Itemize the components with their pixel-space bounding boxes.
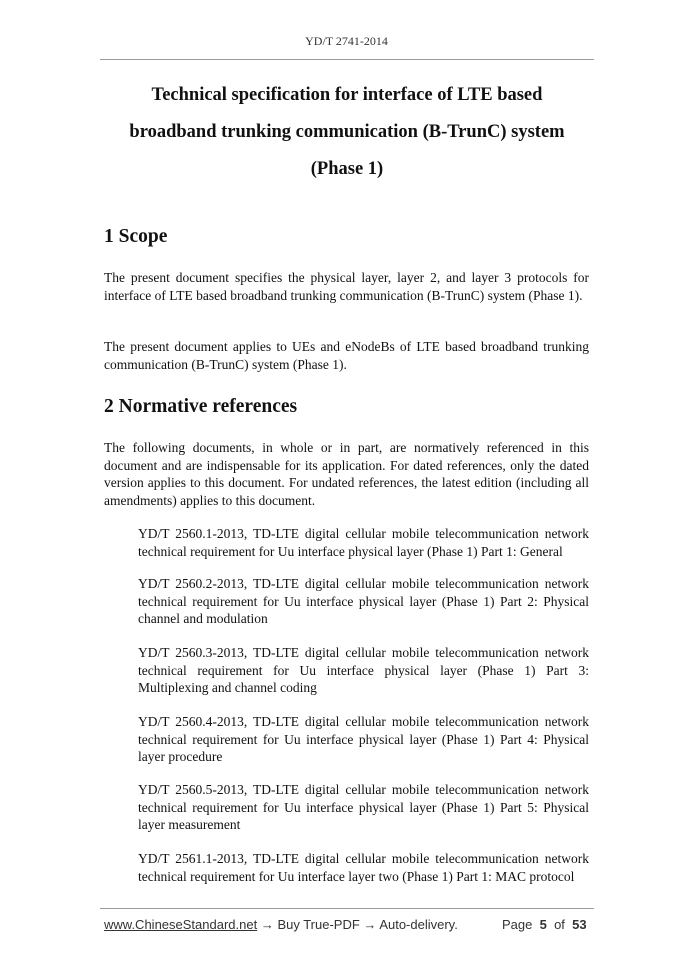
- running-header: YD/T 2741-2014: [305, 34, 388, 48]
- reference-item: YD/T 2560.1-2013, TD-LTE digital cellular mobile telecommunication network technical requirement for Uu interface physical layer (Phase 1) Part 1: General: [138, 526, 589, 559]
- document-title: [100, 77, 594, 188]
- reference-item: YD/T 2560.5-2013, TD-LTE digital cellular mobile telecommunication network technical requirement for Uu interface physical layer (Phase 1) Part 5: Physical layer measurement: [138, 782, 589, 832]
- buy-text: Buy True-PDF: [277, 917, 360, 932]
- page-word: Page: [502, 917, 533, 932]
- current-page-number: 5: [539, 917, 547, 932]
- header-divider: [100, 59, 594, 60]
- title-line-1: Technical specification for interface of LTE based: [151, 85, 543, 105]
- reference-item: YD/T 2560.2-2013, TD-LTE digital cellular mobile telecommunication network technical requirement for Uu interface physical layer (Phase 1) Part 2: Physical channel and modulation: [138, 576, 589, 626]
- reference-item: YD/T 2560.3-2013, TD-LTE digital cellular mobile telecommunication network technical requirement for Uu interface physical layer (Phase 1) Part 3: Multiplexing and channel coding: [138, 645, 589, 695]
- footer-promo: [104, 917, 458, 932]
- reference-item: YD/T 2560.4-2013, TD-LTE digital cellular mobile telecommunication network technical requirement for Uu interface physical layer (Phase 1) Part 4: Physical layer procedure: [138, 714, 589, 764]
- section-heading-normative-references: 2 Normative references: [104, 396, 298, 417]
- arrow-1: →: [257, 917, 278, 932]
- of-word: of: [554, 917, 565, 932]
- footer-divider: [100, 908, 594, 909]
- title-line-2: broadband trunking communication (B-TrunC) system: [129, 122, 565, 142]
- scope-paragraph-2: The present document applies to UEs and eNodeBs of LTE based broadband trunking communication (B-TrunC) system (Phase 1).: [104, 339, 589, 372]
- total-pages: 53: [572, 917, 587, 932]
- title-line-3: (Phase 1): [310, 159, 384, 179]
- scope-paragraph-1: The present document specifies the physical layer, layer 2, and layer 3 protocols for interface of LTE based broadband trunking communication (B-TrunC) system (Phase 1).: [104, 270, 589, 303]
- section-heading-scope: 1 Scope: [104, 226, 168, 247]
- arrow-2: →: [359, 917, 380, 932]
- delivery-text: Auto-delivery.: [379, 917, 458, 932]
- site-link[interactable]: www.ChineseStandard.net: [104, 917, 258, 932]
- page-indicator: [502, 917, 587, 932]
- normative-intro-paragraph: The following documents, in whole or in part, are normatively referenced in this document and are indispensable for its application. For dated references, only the dated version applies to this document. For undated references, the latest edition (including all amendments) applies to this document.: [104, 440, 589, 508]
- reference-item: YD/T 2561.1-2013, TD-LTE digital cellular mobile telecommunication network technical requirement for Uu interface layer two (Phase 1) Part 1: MAC protocol: [138, 851, 589, 884]
